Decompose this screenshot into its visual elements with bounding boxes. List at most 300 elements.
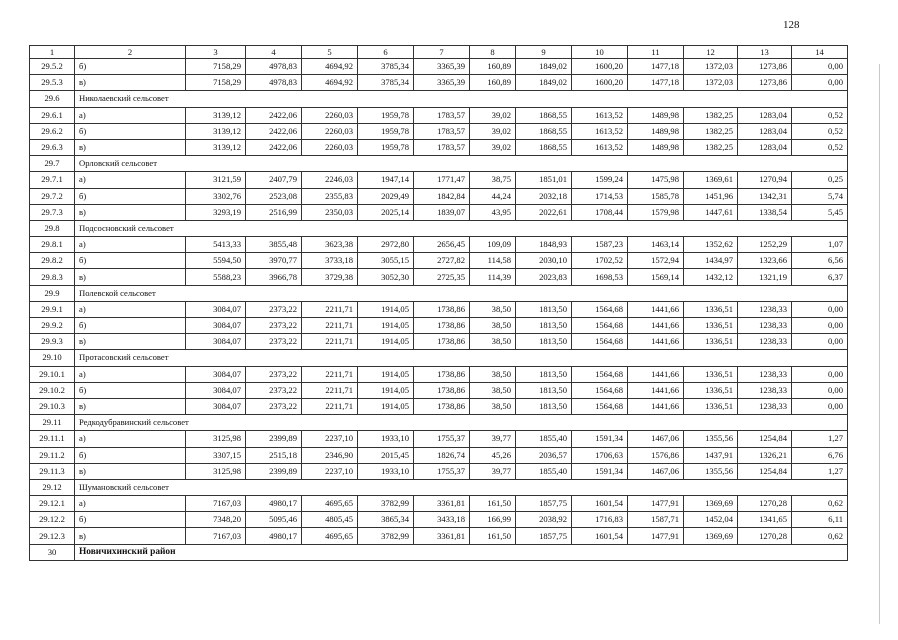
section-code-cell: 29.8 <box>30 220 75 236</box>
value-cell: 38,50 <box>470 366 516 382</box>
value-cell: 38,50 <box>470 301 516 317</box>
value-cell: 2030,10 <box>516 253 572 269</box>
row-code-cell: 29.5.3 <box>30 75 75 91</box>
value-cell: 0,00 <box>792 398 848 414</box>
value-cell: 1441,66 <box>628 366 684 382</box>
value-cell: 3785,34 <box>358 59 414 75</box>
value-cell: 1579,98 <box>628 204 684 220</box>
value-cell: 2350,03 <box>302 204 358 220</box>
value-cell: 1698,53 <box>572 269 628 285</box>
value-cell: 2422,06 <box>246 123 302 139</box>
table-row <box>30 366 848 382</box>
value-cell: 1382,25 <box>684 139 738 155</box>
value-cell: 39,02 <box>470 107 516 123</box>
column-number-cell: 1 <box>30 46 75 59</box>
row-sub-cell: в) <box>75 463 186 479</box>
value-cell: 1,07 <box>792 237 848 253</box>
value-cell: 5,74 <box>792 188 848 204</box>
value-cell: 2346,90 <box>302 447 358 463</box>
value-cell: 1839,07 <box>414 204 470 220</box>
table-row <box>30 172 848 188</box>
value-cell: 4695,65 <box>302 528 358 544</box>
column-number-row <box>30 46 848 59</box>
value-cell: 3307,15 <box>186 447 246 463</box>
value-cell: 5,45 <box>792 204 848 220</box>
value-cell: 1572,94 <box>628 253 684 269</box>
value-cell: 3125,98 <box>186 463 246 479</box>
value-cell: 1,27 <box>792 463 848 479</box>
value-cell: 3361,81 <box>414 528 470 544</box>
section-heading-row <box>30 415 848 431</box>
value-cell: 1283,04 <box>738 123 792 139</box>
value-cell: 3084,07 <box>186 334 246 350</box>
page-edge-rule <box>879 64 880 624</box>
value-cell: 1338,54 <box>738 204 792 220</box>
value-cell: 1855,40 <box>516 463 572 479</box>
value-cell: 1857,75 <box>516 528 572 544</box>
value-cell: 1813,50 <box>516 382 572 398</box>
value-cell: 3365,39 <box>414 59 470 75</box>
value-cell: 1341,65 <box>738 512 792 528</box>
column-number-cell: 6 <box>358 46 414 59</box>
row-code-cell: 29.8.3 <box>30 269 75 285</box>
value-cell: 1254,84 <box>738 431 792 447</box>
row-sub-cell: б) <box>75 253 186 269</box>
value-cell: 1738,86 <box>414 301 470 317</box>
value-cell: 6,37 <box>792 269 848 285</box>
value-cell: 7158,29 <box>186 59 246 75</box>
column-number-cell: 2 <box>75 46 186 59</box>
table-row <box>30 237 848 253</box>
value-cell: 1238,33 <box>738 398 792 414</box>
row-code-cell: 29.10.1 <box>30 366 75 382</box>
row-sub-cell: в) <box>75 139 186 155</box>
value-cell: 1601,54 <box>572 496 628 512</box>
value-cell: 4980,17 <box>246 528 302 544</box>
row-sub-cell: б) <box>75 382 186 398</box>
value-cell: 3084,07 <box>186 398 246 414</box>
row-sub-cell: в) <box>75 75 186 91</box>
value-cell: 7158,29 <box>186 75 246 91</box>
value-cell: 1441,66 <box>628 398 684 414</box>
value-cell: 161,50 <box>470 496 516 512</box>
row-code-cell: 29.6.3 <box>30 139 75 155</box>
value-cell: 2237,10 <box>302 463 358 479</box>
row-sub-cell: а) <box>75 301 186 317</box>
row-sub-cell: а) <box>75 107 186 123</box>
value-cell: 160,89 <box>470 59 516 75</box>
value-cell: 6,11 <box>792 512 848 528</box>
value-cell: 3084,07 <box>186 366 246 382</box>
value-cell: 2260,03 <box>302 107 358 123</box>
value-cell: 0,00 <box>792 382 848 398</box>
value-cell: 1489,98 <box>628 123 684 139</box>
value-cell: 1369,61 <box>684 172 738 188</box>
value-cell: 3139,12 <box>186 107 246 123</box>
table-row <box>30 107 848 123</box>
value-cell: 5588,23 <box>186 269 246 285</box>
table-row <box>30 123 848 139</box>
value-cell: 109,09 <box>470 237 516 253</box>
value-cell: 1716,83 <box>572 512 628 528</box>
tariff-table <box>29 45 848 561</box>
value-cell: 1738,86 <box>414 318 470 334</box>
row-sub-cell: в) <box>75 269 186 285</box>
value-cell: 6,56 <box>792 253 848 269</box>
value-cell: 1336,51 <box>684 334 738 350</box>
value-cell: 1706,63 <box>572 447 628 463</box>
value-cell: 1783,57 <box>414 107 470 123</box>
row-sub-cell: б) <box>75 59 186 75</box>
value-cell: 2211,71 <box>302 382 358 398</box>
value-cell: 1738,86 <box>414 382 470 398</box>
value-cell: 3966,78 <box>246 269 302 285</box>
value-cell: 7167,03 <box>186 528 246 544</box>
value-cell: 1585,78 <box>628 188 684 204</box>
value-cell: 1857,75 <box>516 496 572 512</box>
section-code-cell: 29.9 <box>30 285 75 301</box>
value-cell: 3084,07 <box>186 318 246 334</box>
value-cell: 38,50 <box>470 382 516 398</box>
table-row <box>30 334 848 350</box>
section-code-cell: 30 <box>30 544 75 560</box>
value-cell: 1600,20 <box>572 59 628 75</box>
value-cell: 2038,92 <box>516 512 572 528</box>
section-code-cell: 29.11 <box>30 415 75 431</box>
value-cell: 4978,83 <box>246 59 302 75</box>
value-cell: 1283,04 <box>738 107 792 123</box>
value-cell: 1238,33 <box>738 318 792 334</box>
value-cell: 1587,23 <box>572 237 628 253</box>
value-cell: 1273,86 <box>738 59 792 75</box>
value-cell: 3365,39 <box>414 75 470 91</box>
value-cell: 1783,57 <box>414 139 470 155</box>
value-cell: 1369,69 <box>684 528 738 544</box>
value-cell: 2355,83 <box>302 188 358 204</box>
value-cell: 1441,66 <box>628 382 684 398</box>
value-cell: 2211,71 <box>302 334 358 350</box>
district-heading-row <box>30 544 848 560</box>
value-cell: 1564,68 <box>572 398 628 414</box>
value-cell: 3125,98 <box>186 431 246 447</box>
value-cell: 2211,71 <box>302 301 358 317</box>
column-number-cell: 14 <box>792 46 848 59</box>
column-number-cell: 5 <box>302 46 358 59</box>
value-cell: 2373,22 <box>246 318 302 334</box>
value-cell: 1321,19 <box>738 269 792 285</box>
value-cell: 3293,19 <box>186 204 246 220</box>
value-cell: 4805,45 <box>302 512 358 528</box>
value-cell: 1933,10 <box>358 463 414 479</box>
value-cell: 1273,86 <box>738 75 792 91</box>
value-cell: 38,50 <box>470 318 516 334</box>
value-cell: 5594,50 <box>186 253 246 269</box>
value-cell: 1599,24 <box>572 172 628 188</box>
value-cell: 1849,02 <box>516 59 572 75</box>
value-cell: 1352,62 <box>684 237 738 253</box>
value-cell: 166,99 <box>470 512 516 528</box>
value-cell: 1914,05 <box>358 318 414 334</box>
row-code-cell: 29.8.2 <box>30 253 75 269</box>
value-cell: 3785,34 <box>358 75 414 91</box>
value-cell: 1336,51 <box>684 398 738 414</box>
value-cell: 1591,34 <box>572 463 628 479</box>
value-cell: 4694,92 <box>302 75 358 91</box>
value-cell: 3865,34 <box>358 512 414 528</box>
value-cell: 2422,06 <box>246 139 302 155</box>
value-cell: 2025,14 <box>358 204 414 220</box>
value-cell: 1270,28 <box>738 528 792 544</box>
value-cell: 1467,06 <box>628 463 684 479</box>
value-cell: 1564,68 <box>572 382 628 398</box>
section-title-cell: Полевской сельсовет <box>75 285 848 301</box>
value-cell: 4695,65 <box>302 496 358 512</box>
row-code-cell: 29.10.2 <box>30 382 75 398</box>
row-code-cell: 29.6.2 <box>30 123 75 139</box>
row-code-cell: 29.6.1 <box>30 107 75 123</box>
row-sub-cell: б) <box>75 447 186 463</box>
value-cell: 2023,83 <box>516 269 572 285</box>
value-cell: 2515,18 <box>246 447 302 463</box>
value-cell: 1326,21 <box>738 447 792 463</box>
value-cell: 0,25 <box>792 172 848 188</box>
row-sub-cell: в) <box>75 398 186 414</box>
value-cell: 1569,14 <box>628 269 684 285</box>
table-row <box>30 188 848 204</box>
value-cell: 1783,57 <box>414 123 470 139</box>
value-cell: 1434,97 <box>684 253 738 269</box>
row-code-cell: 29.10.3 <box>30 398 75 414</box>
value-cell: 1372,03 <box>684 59 738 75</box>
row-sub-cell: б) <box>75 123 186 139</box>
value-cell: 1336,51 <box>684 318 738 334</box>
value-cell: 3623,38 <box>302 237 358 253</box>
value-cell: 114,39 <box>470 269 516 285</box>
row-sub-cell: в) <box>75 204 186 220</box>
row-sub-cell: а) <box>75 237 186 253</box>
value-cell: 1813,50 <box>516 398 572 414</box>
value-cell: 0,00 <box>792 75 848 91</box>
value-cell: 0,52 <box>792 107 848 123</box>
row-code-cell: 29.12.2 <box>30 512 75 528</box>
value-cell: 0,52 <box>792 123 848 139</box>
value-cell: 2523,08 <box>246 188 302 204</box>
value-cell: 2725,35 <box>414 269 470 285</box>
table-row <box>30 398 848 414</box>
value-cell: 1842,84 <box>414 188 470 204</box>
value-cell: 5413,33 <box>186 237 246 253</box>
value-cell: 1437,91 <box>684 447 738 463</box>
value-cell: 1489,98 <box>628 139 684 155</box>
value-cell: 1382,25 <box>684 107 738 123</box>
value-cell: 1947,14 <box>358 172 414 188</box>
value-cell: 1447,61 <box>684 204 738 220</box>
value-cell: 1,27 <box>792 431 848 447</box>
value-cell: 1914,05 <box>358 366 414 382</box>
section-title-cell: Протасовский сельсовет <box>75 350 848 366</box>
value-cell: 1738,86 <box>414 366 470 382</box>
value-cell: 1238,33 <box>738 366 792 382</box>
section-code-cell: 29.6 <box>30 91 75 107</box>
value-cell: 1372,03 <box>684 75 738 91</box>
value-cell: 3361,81 <box>414 496 470 512</box>
value-cell: 0,00 <box>792 366 848 382</box>
value-cell: 1613,52 <box>572 107 628 123</box>
value-cell: 3782,99 <box>358 528 414 544</box>
value-cell: 1382,25 <box>684 123 738 139</box>
value-cell: 1959,78 <box>358 139 414 155</box>
value-cell: 1600,20 <box>572 75 628 91</box>
value-cell: 1848,93 <box>516 237 572 253</box>
value-cell: 1467,06 <box>628 431 684 447</box>
row-sub-cell: б) <box>75 318 186 334</box>
value-cell: 2246,03 <box>302 172 358 188</box>
row-code-cell: 29.5.2 <box>30 59 75 75</box>
row-code-cell: 29.11.3 <box>30 463 75 479</box>
column-number-cell: 4 <box>246 46 302 59</box>
value-cell: 2036,57 <box>516 447 572 463</box>
value-cell: 3302,76 <box>186 188 246 204</box>
row-sub-cell: а) <box>75 496 186 512</box>
value-cell: 161,50 <box>470 528 516 544</box>
value-cell: 160,89 <box>470 75 516 91</box>
value-cell: 7348,20 <box>186 512 246 528</box>
table-row <box>30 382 848 398</box>
value-cell: 114,58 <box>470 253 516 269</box>
value-cell: 0,00 <box>792 59 848 75</box>
section-title-cell: Николаевский сельсовет <box>75 91 848 107</box>
value-cell: 1591,34 <box>572 431 628 447</box>
value-cell: 1342,31 <box>738 188 792 204</box>
value-cell: 3121,59 <box>186 172 246 188</box>
section-code-cell: 29.12 <box>30 479 75 495</box>
table-row <box>30 59 848 75</box>
value-cell: 3733,18 <box>302 253 358 269</box>
value-cell: 1738,86 <box>414 334 470 350</box>
table-row <box>30 463 848 479</box>
value-cell: 38,75 <box>470 172 516 188</box>
value-cell: 2022,61 <box>516 204 572 220</box>
value-cell: 1441,66 <box>628 334 684 350</box>
value-cell: 2211,71 <box>302 398 358 414</box>
table-row <box>30 253 848 269</box>
value-cell: 1238,33 <box>738 301 792 317</box>
value-cell: 1708,44 <box>572 204 628 220</box>
value-cell: 1238,33 <box>738 382 792 398</box>
value-cell: 1813,50 <box>516 318 572 334</box>
column-number-cell: 10 <box>572 46 628 59</box>
value-cell: 1238,33 <box>738 334 792 350</box>
value-cell: 1868,55 <box>516 139 572 155</box>
value-cell: 2373,22 <box>246 398 302 414</box>
row-sub-cell: а) <box>75 172 186 188</box>
value-cell: 1702,52 <box>572 253 628 269</box>
value-cell: 39,02 <box>470 139 516 155</box>
value-cell: 3855,48 <box>246 237 302 253</box>
value-cell: 2015,45 <box>358 447 414 463</box>
column-number-cell: 8 <box>470 46 516 59</box>
value-cell: 0,00 <box>792 318 848 334</box>
value-cell: 3139,12 <box>186 139 246 155</box>
column-number-cell: 13 <box>738 46 792 59</box>
section-heading-row <box>30 479 848 495</box>
page-number: 128 <box>783 19 800 31</box>
table-row <box>30 139 848 155</box>
value-cell: 2029,49 <box>358 188 414 204</box>
value-cell: 1849,02 <box>516 75 572 91</box>
value-cell: 1868,55 <box>516 123 572 139</box>
value-cell: 1452,04 <box>684 512 738 528</box>
value-cell: 1252,29 <box>738 237 792 253</box>
column-number-cell: 7 <box>414 46 470 59</box>
value-cell: 5095,46 <box>246 512 302 528</box>
value-cell: 1270,94 <box>738 172 792 188</box>
value-cell: 2407,79 <box>246 172 302 188</box>
value-cell: 1959,78 <box>358 123 414 139</box>
value-cell: 3084,07 <box>186 382 246 398</box>
row-code-cell: 29.11.2 <box>30 447 75 463</box>
row-sub-cell: в) <box>75 334 186 350</box>
table-row <box>30 75 848 91</box>
value-cell: 1851,01 <box>516 172 572 188</box>
value-cell: 39,77 <box>470 463 516 479</box>
value-cell: 38,50 <box>470 398 516 414</box>
value-cell: 1868,55 <box>516 107 572 123</box>
value-cell: 4978,83 <box>246 75 302 91</box>
table-row <box>30 512 848 528</box>
value-cell: 39,02 <box>470 123 516 139</box>
value-cell: 2972,80 <box>358 237 414 253</box>
value-cell: 0,62 <box>792 496 848 512</box>
value-cell: 3055,15 <box>358 253 414 269</box>
value-cell: 2211,71 <box>302 318 358 334</box>
section-title-cell: Шумановский сельсовет <box>75 479 848 495</box>
value-cell: 1477,91 <box>628 496 684 512</box>
table-row <box>30 269 848 285</box>
value-cell: 1489,98 <box>628 107 684 123</box>
row-code-cell: 29.12.1 <box>30 496 75 512</box>
value-cell: 2211,71 <box>302 366 358 382</box>
value-cell: 2032,18 <box>516 188 572 204</box>
row-sub-cell: в) <box>75 528 186 544</box>
column-number-cell: 11 <box>628 46 684 59</box>
value-cell: 3052,30 <box>358 269 414 285</box>
row-sub-cell: а) <box>75 366 186 382</box>
value-cell: 1613,52 <box>572 123 628 139</box>
value-cell: 3970,77 <box>246 253 302 269</box>
row-sub-cell: б) <box>75 512 186 528</box>
value-cell: 1564,68 <box>572 301 628 317</box>
value-cell: 1463,14 <box>628 237 684 253</box>
value-cell: 1283,04 <box>738 139 792 155</box>
value-cell: 1855,40 <box>516 431 572 447</box>
section-code-cell: 29.7 <box>30 156 75 172</box>
row-code-cell: 29.7.3 <box>30 204 75 220</box>
value-cell: 1564,68 <box>572 318 628 334</box>
value-cell: 1601,54 <box>572 528 628 544</box>
value-cell: 7167,03 <box>186 496 246 512</box>
value-cell: 2399,89 <box>246 463 302 479</box>
value-cell: 2373,22 <box>246 334 302 350</box>
value-cell: 1477,18 <box>628 75 684 91</box>
table-row <box>30 431 848 447</box>
value-cell: 3139,12 <box>186 123 246 139</box>
value-cell: 0,52 <box>792 139 848 155</box>
value-cell: 1613,52 <box>572 139 628 155</box>
value-cell: 43,95 <box>470 204 516 220</box>
row-code-cell: 29.7.2 <box>30 188 75 204</box>
section-heading-row <box>30 285 848 301</box>
